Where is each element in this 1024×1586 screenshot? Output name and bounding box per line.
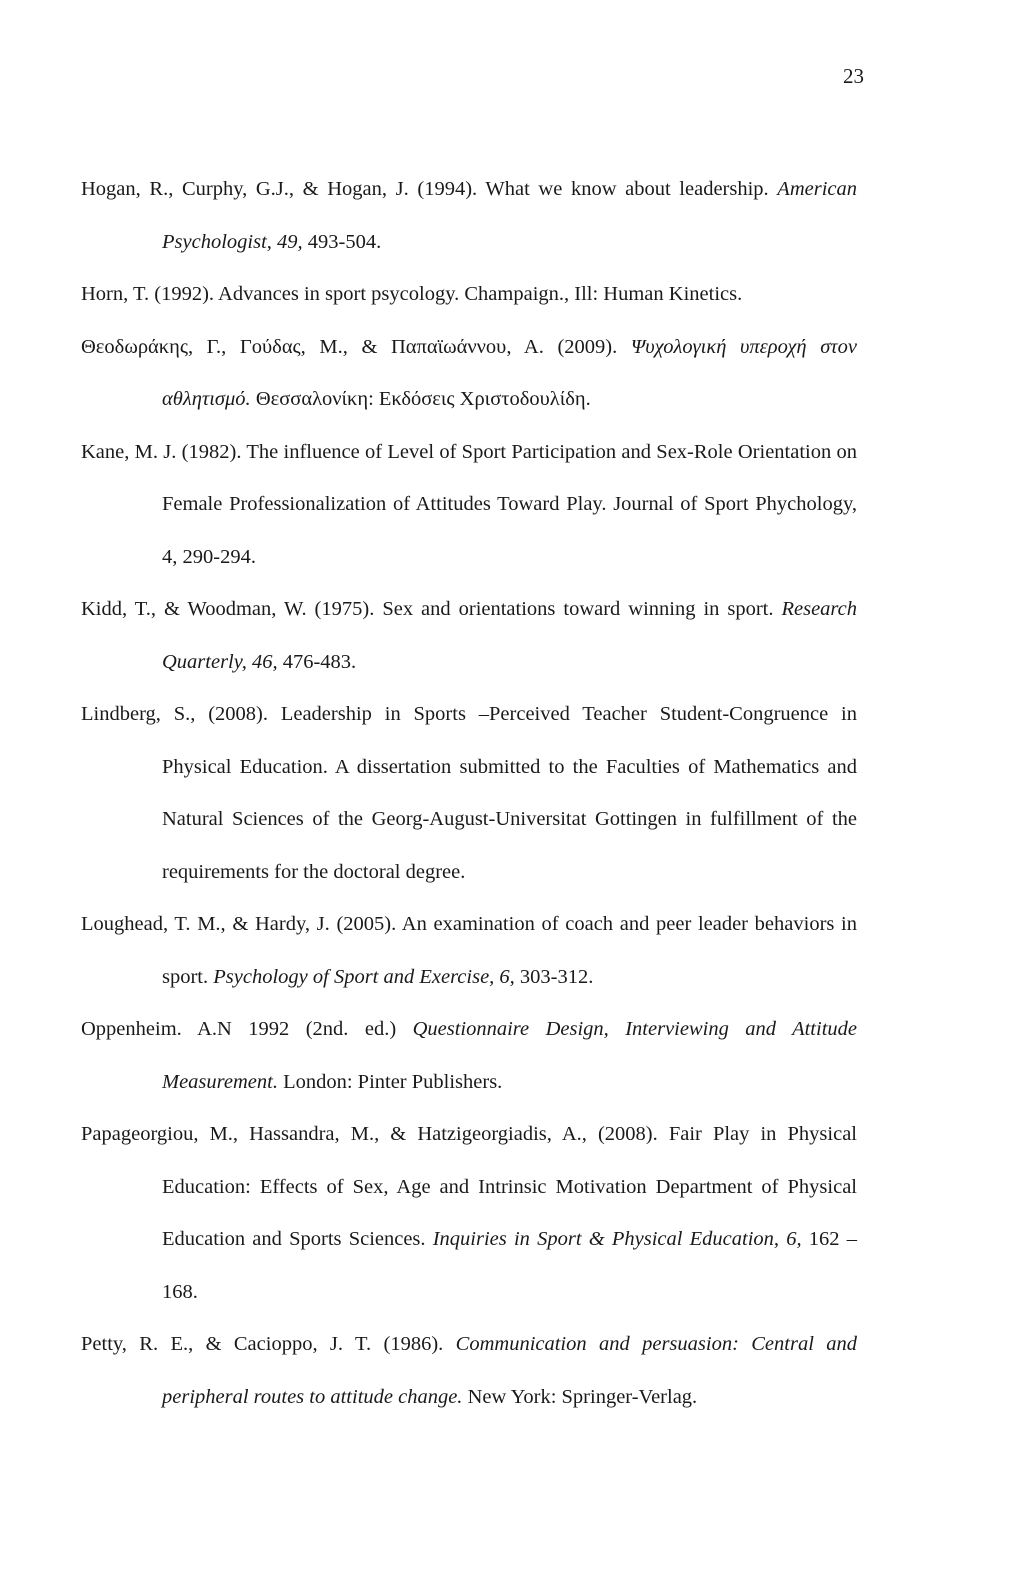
reference-text: Kane, M. J. (1982). The influence of Level of Sport Participation and Sex-Role Orientation on Female Professionalization of Attitudes Toward Play. Journal of Sport Phychology, 4, 290-294. <box>81 440 857 568</box>
reference-source-italic: Ψυχολογική υπεροχή στον αθλητισμό. <box>162 335 857 410</box>
page-number: 23 <box>843 64 864 88</box>
reference-source-italic: Inquiries in Sport & Physical Education, 6, <box>432 1228 802 1250</box>
reference-source-italic: Psychology of Sport and Exercise, 6, <box>213 965 515 988</box>
reference-text: Horn, T. (1992). Advances in sport psycology. Champaign., Ill: Human Kinetics. <box>81 283 743 305</box>
reference-entry <box>81 426 857 584</box>
reference-text: Kidd, T., & Woodman, W. (1975). Sex and orientations toward winning in sport. <box>81 598 782 620</box>
reference-text: New York: Springer-Verlag. <box>462 1385 698 1408</box>
reference-entry <box>81 898 857 1003</box>
reference-source-italic: Communication and persuasion: Central and peripheral routes to attitude change. <box>162 1333 858 1408</box>
reference-text: Θεσσαλονίκη: Εκδόσεις Χριστοδουλίδη. <box>250 388 591 410</box>
reference-text: Oppenheim. A.N 1992 (2nd. ed.) <box>81 1018 413 1040</box>
reference-text: Loughead, T. M., & Hardy, J. (2005). An examination of coach and peer leader behaviors in sport. <box>81 913 857 988</box>
reference-text: Θεοδωράκης, Γ., Γούδας, Μ., & Παπαϊωάννου, Α. (2009). <box>81 335 631 358</box>
reference-entry <box>81 321 857 426</box>
reference-entry <box>81 163 857 268</box>
reference-text: London: Pinter Publishers. <box>277 1070 503 1093</box>
reference-text: 162 – 168. <box>162 1228 857 1303</box>
reference-entry <box>81 583 857 688</box>
reference-entry <box>81 1318 857 1423</box>
reference-text: Lindberg, S., (2008). Leadership in Sports –Perceived Teacher Student-Congruence in Physical Education. A dissertation submitted to the Faculties of Mathematics and Natural Sciences of the Georg-August-Universitat Gottingen in fulfillment of the requirements for the doctoral degree. <box>81 703 857 883</box>
reference-entry <box>81 1108 857 1318</box>
reference-source-italic: Research Quarterly, 46, <box>162 598 857 673</box>
reference-entry <box>81 268 857 321</box>
reference-entry <box>81 688 857 898</box>
reference-entry <box>81 1003 857 1108</box>
reference-text: Hogan, R., Curphy, G.J., & Hogan, J. (1994). What we know about leadership. <box>81 178 778 200</box>
reference-text: Papageorgiou, M., Hassandra, M., & Hatzigeorgiadis, A., (2008). Fair Play in Physical Education: Effects of Sex, Age and Intrinsic Motivation Department of Physical Education and Sports Sciences. <box>81 1123 857 1250</box>
reference-text: 493-504. <box>302 230 382 253</box>
reference-list <box>81 163 857 1423</box>
reference-text: 476-483. <box>277 650 357 673</box>
reference-source-italic: American Psychologist, 49, <box>162 178 857 253</box>
reference-text: 303-312. <box>514 965 594 988</box>
reference-text: Petty, R. E., & Cacioppo, J. T. (1986). <box>81 1333 456 1355</box>
reference-source-italic: Questionnaire Design, Interviewing and Attitude Measurement. <box>162 1018 857 1093</box>
